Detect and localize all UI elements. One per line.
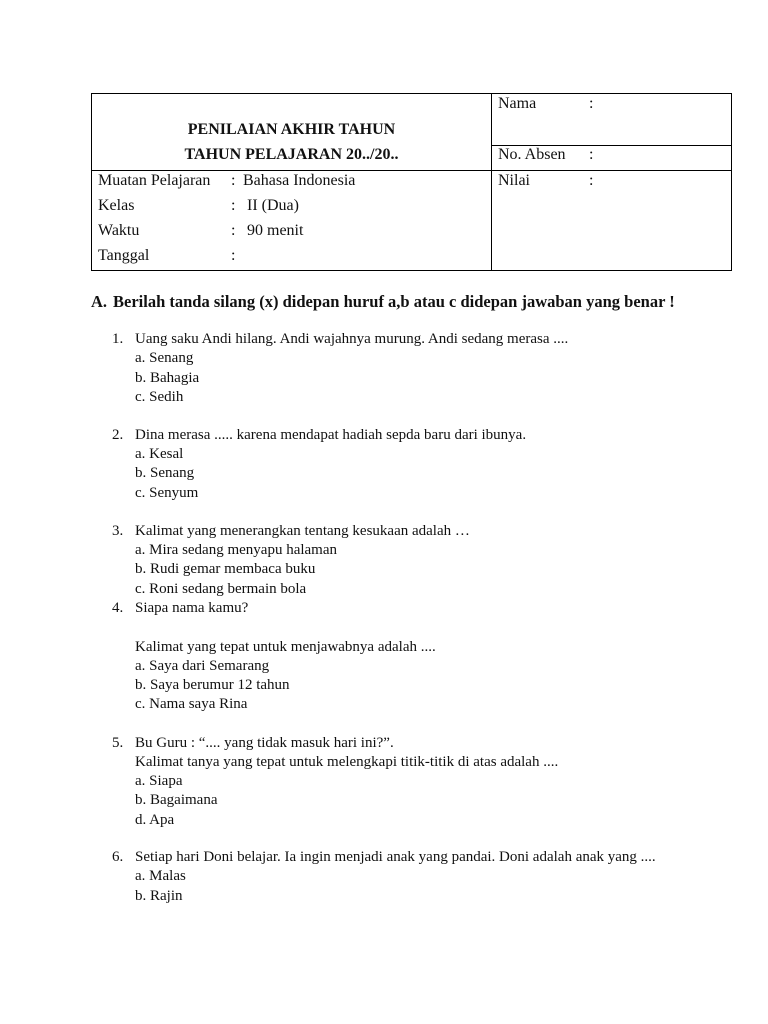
table-divider [491,170,731,171]
info-colon: : [231,172,236,189]
question-text: Uang saku Andi hilang. Andi wajahnya murung. Andi sedang merasa .... [135,331,569,347]
answer-option: c. Nama saya Rina [135,696,248,712]
question-text: Bu Guru : “.... yang tidak masuk hari ini?”. [135,735,394,751]
info-label: Tanggal [98,247,150,264]
table-divider [92,170,491,171]
info-waktu [98,222,303,240]
info-label: Muatan Pelajaran [98,172,211,189]
field-nama [498,95,593,113]
question-number: 3. [112,523,124,539]
field-label: Nama [498,95,537,112]
answer-option: b. Bagaimana [135,792,218,808]
info-colon: : [231,197,236,214]
field-no-absen [498,146,593,164]
question-text: Kalimat yang tepat untuk menjawabnya adalah .... [135,639,436,655]
question-number: 4. [112,600,124,616]
answer-option: a. Siapa [135,773,183,789]
answer-option: c. Senyum [135,485,199,501]
info-colon: : [231,222,236,239]
question-text: Siapa nama kamu? [135,600,249,616]
info-value: Bahasa Indonesia [243,172,356,189]
question-number: 6. [112,849,124,865]
instruction-text: Berilah tanda silang (x) didepan huruf a,b atau c didepan jawaban yang benar ! [113,292,675,311]
table-divider [491,94,492,270]
answer-option: b. Senang [135,465,195,481]
info-muatan-pelajaran [98,172,355,190]
field-label: Nilai [498,172,530,189]
field-label: No. Absen [498,146,566,163]
answer-option: a. Kesal [135,446,184,462]
info-label: Waktu [98,222,140,239]
answer-option: a. Malas [135,868,186,884]
info-value: 90 menit [243,222,304,239]
answer-option: b. Rudi gemar membaca buku [135,561,316,577]
field-colon: : [589,95,594,112]
answer-option: a. Mira sedang menyapu halaman [135,542,338,558]
info-value: II (Dua) [243,197,299,214]
answer-option: d. Apa [135,812,175,828]
answer-option: c. Roni sedang bermain bola [135,581,307,597]
info-kelas [98,197,299,215]
question-text: Kalimat tanya yang tepat untuk melengkapi titik-titik di atas adalah .... [135,754,559,770]
question-number: 1. [112,331,124,347]
info-colon: : [231,247,236,264]
question-text: Setiap hari Doni belajar. Ia ingin menjadi anak yang pandai. Doni adalah anak yang .... [135,849,656,865]
exam-title: PENILAIAN AKHIR TAHUN [187,121,396,138]
question-text: Kalimat yang menerangkan tentang kesukaan adalah … [135,523,470,539]
question-text: Dina merasa ..... karena mendapat hadiah sepda baru dari ibunya. [135,427,527,443]
field-colon: : [589,146,594,163]
question-number: 2. [112,427,124,443]
field-nilai [498,172,593,190]
answer-option: a. Senang [135,350,194,366]
question-number: 5. [112,735,124,751]
info-tanggal [98,247,243,265]
section-a-instruction [91,291,711,312]
answer-option: a. Saya dari Semarang [135,658,270,674]
section-letter: A. [91,292,108,311]
info-label: Kelas [98,197,135,214]
answer-option: b. Bahagia [135,370,200,386]
answer-option: b. Saya berumur 12 tahun [135,677,290,693]
exam-year: TAHUN PELAJARAN 20../20.. [184,146,399,163]
field-colon: : [589,172,594,189]
answer-option: c. Sedih [135,389,184,405]
answer-option: b. Rajin [135,888,183,904]
header-table [91,93,732,271]
